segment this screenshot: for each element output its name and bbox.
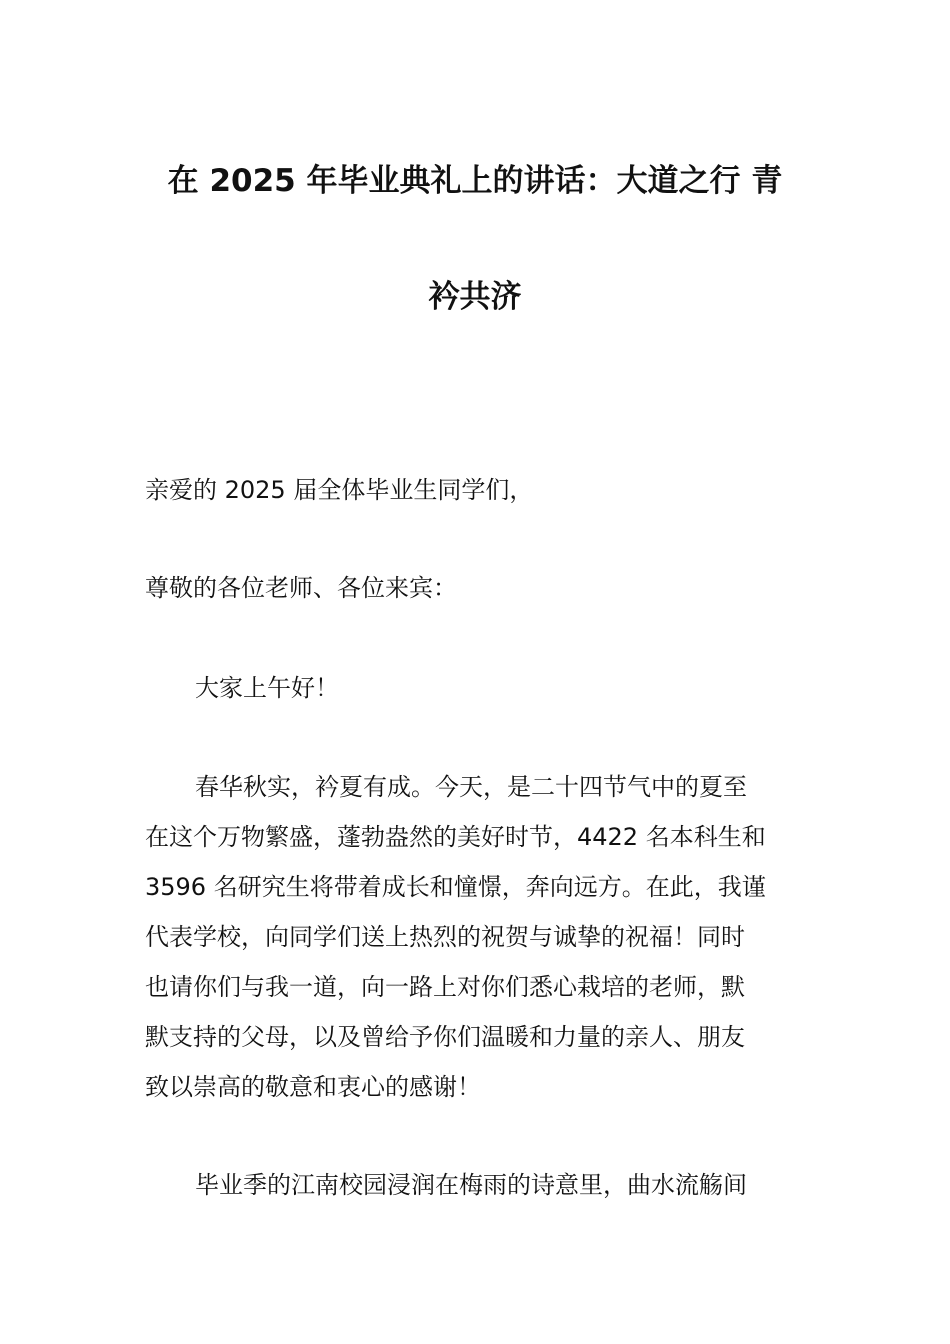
paragraph-2	[145, 1160, 810, 1210]
greeting: 大家上午好！	[195, 674, 339, 702]
paragraph-line: 3596 名研究生将带着成长和憧憬，奔向远方。在此，我谨	[145, 873, 766, 901]
title-line-2: 衿共济	[428, 279, 522, 315]
paragraph-line: 代表学校，向同学们送上热烈的祝贺与诚挚的祝福！同时	[145, 923, 745, 951]
title-line-1: 在 2025 年毕业典礼上的讲话：大道之行 青	[167, 163, 783, 199]
paragraph-line: 致以崇高的敬意和衷心的感谢！	[145, 1073, 481, 1101]
paragraph-line: 春华秋实，衿夏有成。今天，是二十四节气中的夏至	[195, 773, 747, 801]
salutation-students: 亲爱的 2025 届全体毕业生同学们，	[145, 476, 534, 504]
salutation-guests: 尊敬的各位老师、各位来宾：	[145, 574, 457, 602]
paragraph-line: 也请你们与我一道，向一路上对你们悉心栽培的老师，默	[145, 973, 745, 1001]
paragraph-line: 在这个万物繁盛，蓬勃盎然的美好时节，4422 名本科生和	[145, 823, 766, 851]
paragraph-1	[145, 762, 810, 1112]
paragraph-line: 毕业季的江南校园浸润在梅雨的诗意里，曲水流觞间	[195, 1171, 747, 1199]
paragraph-line: 默支持的父母，以及曾给予你们温暖和力量的亲人、朋友	[145, 1023, 745, 1051]
